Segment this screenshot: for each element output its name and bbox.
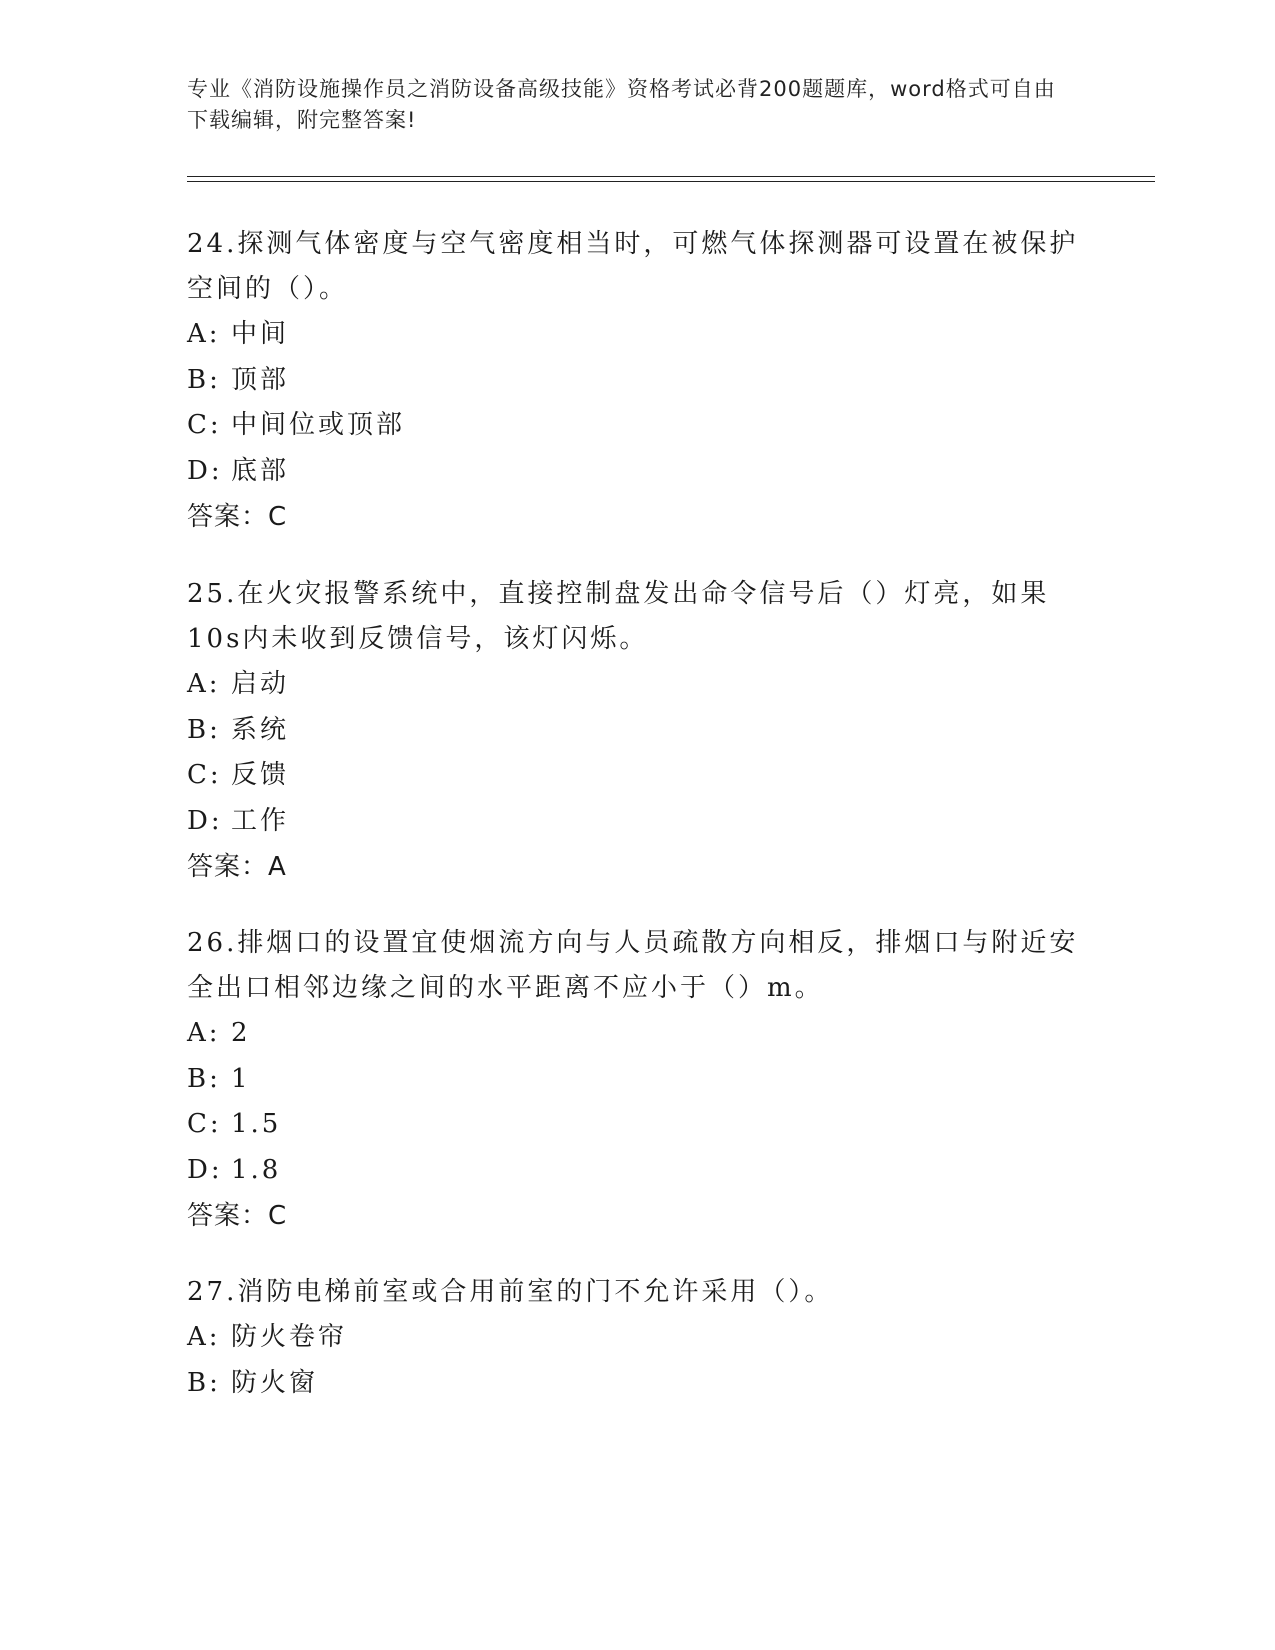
option-text: 防火窗 <box>231 1367 319 1398</box>
option-label: D: <box>187 805 223 836</box>
option-text: 1.8 <box>231 1154 282 1185</box>
option-text: 中间位或顶部 <box>231 410 406 440</box>
option-c <box>187 403 1087 449</box>
option-label: D: <box>187 1154 223 1185</box>
option-d <box>187 799 1087 845</box>
option-label: B: <box>187 1063 221 1094</box>
question-text: 24.探测气体密度与空气密度相当时，可燃气体探测器可设置在被保护空间的（）。 <box>187 229 1079 304</box>
option-text: 中间 <box>231 319 290 349</box>
option-label: C: <box>187 760 222 790</box>
option-a <box>187 662 1087 708</box>
option-text: 顶部 <box>231 364 290 395</box>
header-divider-bottom <box>187 181 1155 182</box>
option-label: A: <box>187 319 221 349</box>
question-26 <box>187 921 1087 1239</box>
question-24 <box>187 222 1087 540</box>
option-label: A: <box>187 1322 221 1352</box>
option-c <box>187 753 1087 799</box>
option-text: 2 <box>231 1018 251 1048</box>
option-text: 1.5 <box>231 1109 282 1139</box>
option-b <box>187 708 1087 754</box>
option-b <box>187 1057 1087 1103</box>
option-label: D: <box>187 455 223 486</box>
option-text: 工作 <box>231 805 290 836</box>
option-c <box>187 1102 1087 1148</box>
option-b <box>187 358 1087 404</box>
answer: 答案：C <box>187 502 288 532</box>
option-text: 1 <box>231 1063 251 1094</box>
option-label: A: <box>187 669 221 699</box>
option-label: A: <box>187 1018 221 1048</box>
answer: 答案：C <box>187 1201 288 1231</box>
option-b <box>187 1361 1087 1407</box>
option-d <box>187 1148 1087 1194</box>
question-25 <box>187 572 1087 890</box>
option-a <box>187 1011 1087 1057</box>
header-divider-top <box>187 176 1155 177</box>
document-header: 专业《消防设施操作员之消防设备高级技能》资格考试必背200题题库，word格式可自由下载编辑，附完整答案! <box>187 77 1056 132</box>
question-text: 25.在火灾报警系统中，直接控制盘发出命令信号后（）灯亮，如果10s内未收到反馈信号，该灯闪烁。 <box>187 579 1050 654</box>
option-label: B: <box>187 714 221 745</box>
option-label: C: <box>187 410 222 440</box>
option-text: 防火卷帘 <box>231 1322 348 1352</box>
question-27 <box>187 1270 1087 1406</box>
option-d <box>187 449 1087 495</box>
answer: 答案：A <box>187 852 287 882</box>
option-label: C: <box>187 1109 222 1139</box>
question-text: 27.消防电梯前室或合用前室的门不允许采用（）。 <box>187 1277 834 1307</box>
question-text: 26.排烟口的设置宜使烟流方向与人员疏散方向相反，排烟口与附近安全出口相邻边缘之间的水平距离不应小于（）m。 <box>187 928 1079 1003</box>
option-label: B: <box>187 364 221 395</box>
option-text: 底部 <box>231 455 290 486</box>
option-text: 反馈 <box>231 760 290 790</box>
option-a <box>187 1315 1087 1361</box>
option-text: 系统 <box>231 714 290 745</box>
option-a <box>187 312 1087 358</box>
option-label: B: <box>187 1367 221 1398</box>
option-text: 启动 <box>231 669 290 699</box>
